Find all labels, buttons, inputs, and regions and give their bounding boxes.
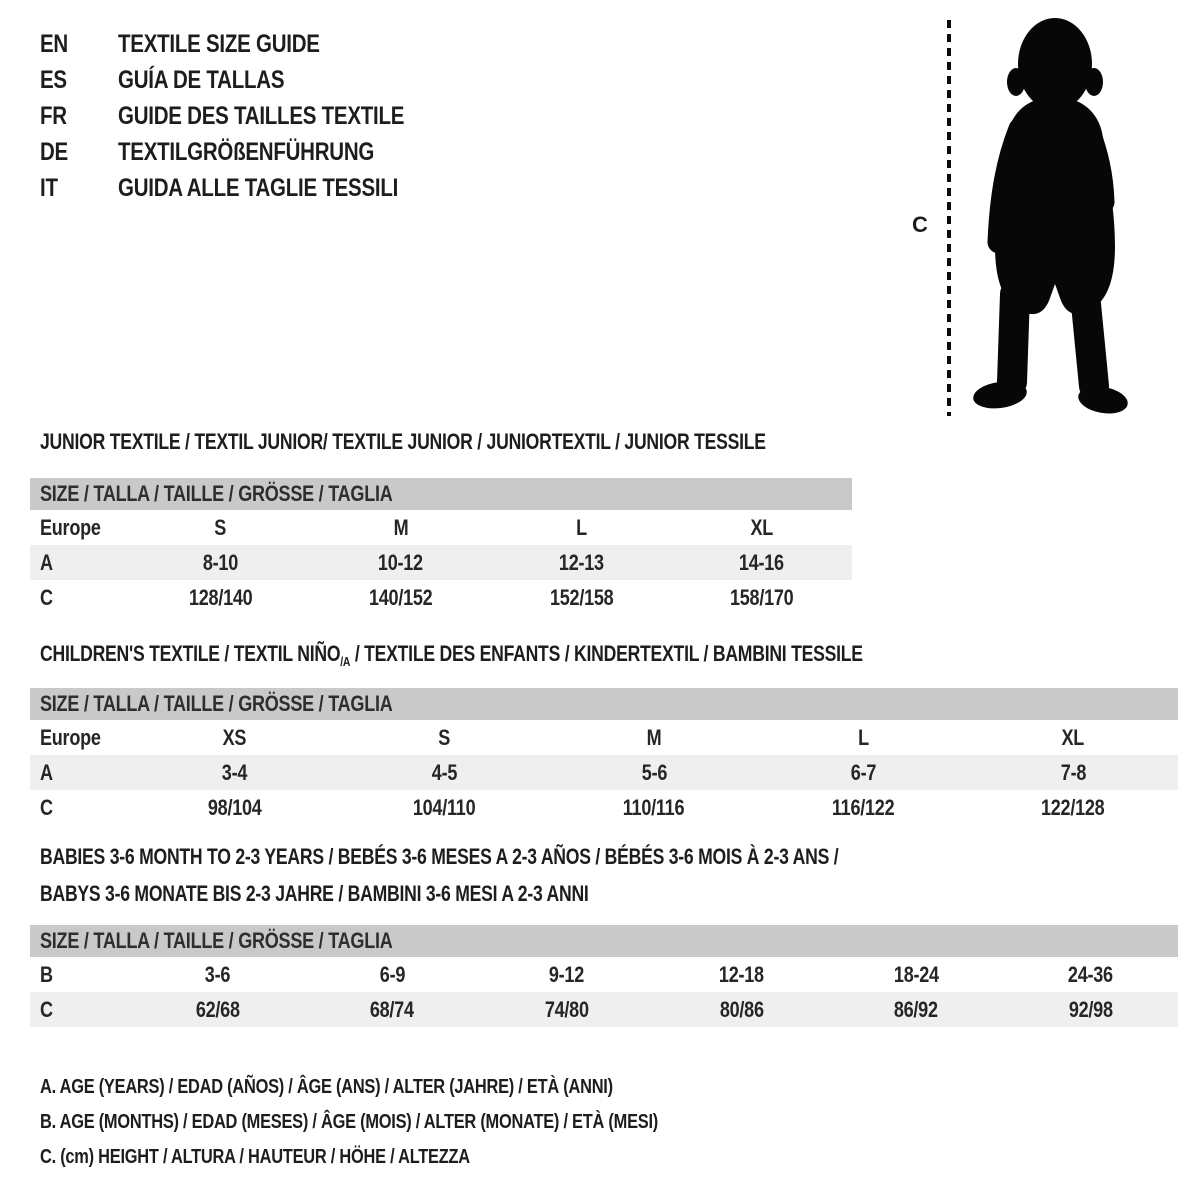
table-row-height-cm xyxy=(30,790,1178,825)
cell-value: 12-13 xyxy=(558,549,604,575)
table-cell xyxy=(311,550,492,576)
junior-table-header-band xyxy=(30,478,852,510)
row-label-text: C xyxy=(40,584,53,610)
table-cell xyxy=(340,725,550,751)
guide-title-de: TEXTILGRÖßENFÜHRUNG xyxy=(118,137,375,166)
row-label xyxy=(30,997,130,1023)
cell-value: 152/158 xyxy=(549,584,613,610)
cell-value: XL xyxy=(750,514,774,540)
language-code-text: IT xyxy=(40,173,58,202)
cell-value: 110/116 xyxy=(623,794,685,820)
guide-title-es: GUÍA DE TALLAS xyxy=(118,65,285,94)
junior-size-table xyxy=(30,478,852,615)
children-size-table xyxy=(30,688,1178,825)
cell-value: 122/128 xyxy=(1041,794,1105,820)
legend-line-a-text: A. AGE (YEARS) / EDAD (AÑOS) / ÂGE (ANS) / ALTER (JAHRE) / ETÀ (ANNI) xyxy=(40,1076,613,1098)
children-heading-text xyxy=(40,640,863,671)
table-cell xyxy=(130,962,305,988)
cell-value: 128/140 xyxy=(188,584,252,610)
cell-value: 7-8 xyxy=(1060,759,1086,785)
cell-value: 86/92 xyxy=(894,996,938,1022)
table-cell xyxy=(672,515,853,541)
row-label xyxy=(30,725,130,751)
table-cell xyxy=(1003,997,1178,1023)
table-cell xyxy=(479,962,654,988)
cell-value: S xyxy=(214,514,227,540)
children-section-heading xyxy=(40,640,1068,671)
cell-value: 9-12 xyxy=(549,961,585,987)
table-cell xyxy=(130,550,311,576)
guide-title-fr: GUIDE DES TAILLES TEXTILE xyxy=(118,101,405,130)
measurement-legend xyxy=(40,1070,794,1175)
row-label xyxy=(30,585,130,611)
table-cell xyxy=(130,760,340,786)
row-label-text: A xyxy=(40,549,53,575)
cell-value: 98/104 xyxy=(207,794,262,820)
children-heading-post: / TEXTILE DES ENFANTS / KINDERTEXTIL / BAMBINI TESSILE xyxy=(350,641,863,666)
cell-value: L xyxy=(575,514,587,540)
table-row-europe xyxy=(30,720,1178,755)
language-code xyxy=(40,138,118,167)
language-code-text: DE xyxy=(40,137,68,166)
babies-heading-line2-text: BABYS 3-6 MONATE BIS 2-3 JAHRE / BAMBINI 3-6 MESI A 2-3 ANNI xyxy=(40,881,589,906)
babies-table-header-band xyxy=(30,925,1178,957)
table-cell xyxy=(654,962,829,988)
title-row-it xyxy=(40,170,467,206)
language-code xyxy=(40,102,118,131)
table-cell xyxy=(491,515,672,541)
cell-value: S xyxy=(438,724,451,750)
table-cell xyxy=(311,515,492,541)
cell-value: 10-12 xyxy=(378,549,424,575)
table-cell xyxy=(130,585,311,611)
junior-section-heading xyxy=(40,428,947,456)
cell-value: 4-5 xyxy=(431,759,458,785)
table-cell xyxy=(311,585,492,611)
babies-section-heading-line1 xyxy=(40,843,1038,871)
table-row-age-years xyxy=(30,755,1178,790)
legend-line-b-text: B. AGE (MONTHS) / EDAD (MESES) / ÂGE (MOIS) / ALTER (MONATE) / ETÀ (MESI) xyxy=(40,1111,658,1133)
cell-value: 68/74 xyxy=(370,996,414,1022)
size-header-text: SIZE / TALLA / TAILLE / GRÖSSE / TAGLIA xyxy=(40,691,393,716)
babies-heading-line1-text: BABIES 3-6 MONTH TO 2-3 YEARS / BEBÉS 3-6 MESES A 2-3 AÑOS / BÉBÉS 3-6 MOIS À 2-3 ANS / xyxy=(40,844,839,869)
cell-value: 74/80 xyxy=(544,996,589,1022)
table-cell xyxy=(829,997,1004,1023)
cell-value: 104/110 xyxy=(413,794,476,820)
table-cell xyxy=(130,515,311,541)
language-code-text: EN xyxy=(40,29,68,58)
cell-value: M xyxy=(646,724,662,750)
title-row-de xyxy=(40,134,467,170)
table-cell xyxy=(549,795,759,821)
cell-value: 6-7 xyxy=(850,759,877,785)
table-cell xyxy=(130,795,340,821)
cell-value: 62/68 xyxy=(195,996,240,1022)
language-code xyxy=(40,174,118,203)
baby-silhouette-icon xyxy=(938,14,1138,424)
cell-value: 158/170 xyxy=(730,584,794,610)
row-label xyxy=(30,760,130,786)
language-code-text: ES xyxy=(40,65,67,94)
size-header-text: SIZE / TALLA / TAILLE / GRÖSSE / TAGLIA xyxy=(40,928,393,953)
cell-value: 140/152 xyxy=(369,584,433,610)
legend-line-a xyxy=(40,1070,794,1105)
table-cell xyxy=(491,550,672,576)
legend-line-b xyxy=(40,1105,794,1140)
row-label-text: C xyxy=(40,996,53,1022)
title-row-fr xyxy=(40,98,467,134)
table-cell xyxy=(759,725,969,751)
cell-value: 24-36 xyxy=(1068,961,1114,987)
legend-line-c xyxy=(40,1140,794,1175)
cell-value: 18-24 xyxy=(893,961,939,987)
title-language-block xyxy=(40,26,467,206)
language-code-text: FR xyxy=(40,101,67,130)
table-row-height-cm xyxy=(30,580,852,615)
table-cell xyxy=(549,725,759,751)
table-row-europe xyxy=(30,510,852,545)
title-row-en xyxy=(40,26,467,62)
cell-value: 12-18 xyxy=(718,961,764,987)
junior-heading-text: JUNIOR TEXTILE / TEXTIL JUNIOR/ TEXTILE JUNIOR / JUNIORTEXTIL / JUNIOR TESSILE xyxy=(40,429,766,454)
babies-section-heading-line2 xyxy=(40,880,726,908)
table-row-age-months xyxy=(30,957,1178,992)
row-label xyxy=(30,962,130,988)
table-cell xyxy=(479,997,654,1023)
table-cell xyxy=(672,585,853,611)
table-cell xyxy=(549,760,759,786)
table-cell xyxy=(672,550,853,576)
row-label-text: B xyxy=(40,961,53,987)
cell-value: 3-6 xyxy=(204,961,230,987)
legend-line-c-text: C. (cm) HEIGHT / ALTURA / HAUTEUR / HÖHE / ALTEZZA xyxy=(40,1146,470,1168)
height-measure-label: C xyxy=(912,212,928,237)
table-cell xyxy=(130,997,305,1023)
table-cell xyxy=(759,795,969,821)
table-cell xyxy=(968,760,1178,786)
row-label-text: Europe xyxy=(40,514,101,540)
table-cell xyxy=(340,795,550,821)
table-cell xyxy=(305,997,480,1023)
language-code xyxy=(40,66,118,95)
children-table-header-band xyxy=(30,688,1178,720)
title-row-es xyxy=(40,62,467,98)
cell-value: 14-16 xyxy=(739,549,785,575)
cell-value: 116/122 xyxy=(832,794,895,820)
guide-title-en: TEXTILE SIZE GUIDE xyxy=(118,29,320,58)
cell-value: L xyxy=(858,724,869,750)
table-row-age-years xyxy=(30,545,852,580)
row-label-text: A xyxy=(40,759,53,785)
table-cell xyxy=(829,962,1004,988)
table-cell xyxy=(340,760,550,786)
table-cell xyxy=(130,725,340,751)
row-label xyxy=(30,515,130,541)
row-label-text: Europe xyxy=(40,724,101,750)
cell-value: 5-6 xyxy=(641,759,667,785)
cell-value: XL xyxy=(1061,724,1085,750)
row-label xyxy=(30,795,130,821)
cell-value: 8-10 xyxy=(202,549,238,575)
children-heading-sub: /A xyxy=(340,654,351,669)
size-header-text: SIZE / TALLA / TAILLE / GRÖSSE / TAGLIA xyxy=(40,481,393,506)
cell-value: M xyxy=(393,514,409,540)
cell-value: XS xyxy=(223,724,247,750)
row-label-text: C xyxy=(40,794,53,820)
table-row-height-cm xyxy=(30,992,1178,1027)
table-cell xyxy=(1003,962,1178,988)
baby-silhouette-shape xyxy=(971,18,1129,417)
table-cell xyxy=(491,585,672,611)
table-cell xyxy=(654,997,829,1023)
row-label xyxy=(30,550,130,576)
table-cell xyxy=(305,962,480,988)
guide-title-it: GUIDA ALLE TAGLIE TESSILI xyxy=(118,173,399,202)
babies-size-table xyxy=(30,925,1178,1027)
language-code xyxy=(40,30,118,59)
table-cell xyxy=(968,725,1178,751)
cell-value: 6-9 xyxy=(379,961,405,987)
cell-value: 3-4 xyxy=(222,759,248,785)
table-cell xyxy=(968,795,1178,821)
table-cell xyxy=(759,760,969,786)
cell-value: 92/98 xyxy=(1068,996,1113,1022)
children-heading-pre: CHILDREN'S TEXTILE / TEXTIL NIÑO xyxy=(40,641,341,666)
cell-value: 80/86 xyxy=(719,996,764,1022)
